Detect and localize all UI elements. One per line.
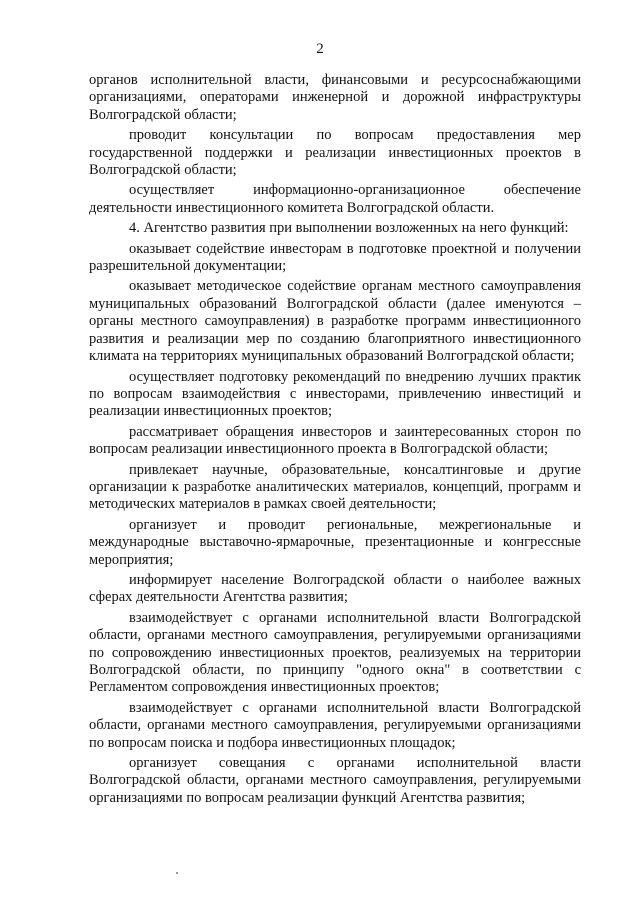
paragraph-methodical-assistance: оказывает методическое содействие органам местного самоуправления муниципальных образований Волгоградской области (далее именуются – органы местного самоуправления) в разработке программ инвестиционного развития и реализации мер по созданию благоприятного инвестиционного климата на территориях муниципальных образований Волгоградской области; xyxy=(89,278,581,365)
paragraph-best-practices: осуществляет подготовку рекомендаций по внедрению лучших практик по вопросам взаимодействия с инвесторами, привлечению инвестиций и реализации инвестиционных проектов; xyxy=(89,368,581,420)
paragraph-engages-organizations: привлекает научные, образовательные, консалтинговые и другие организации к разработке аналитических материалов, концепций, программ и методических материалов в рамках своей деятельности; xyxy=(89,461,581,513)
paragraph-appeals: рассматривает обращения инвесторов и заинтересованных сторон по вопросам реализации инвестиционного проекта в Волгоградской области; xyxy=(89,423,581,458)
paragraph-investor-assistance: оказывает содействие инвесторам в подготовке проектной и получении разрешительной документации; xyxy=(89,240,581,275)
paragraph-one-window: взаимодействует с органами исполнительной власти Волгоградской области, органами местного самоуправления, регулируемыми организациями по сопровождению инвестиционных проектов, реализуемых на территории Волгоградской области, по принципу "одного окна" в соответствии с Регламентом сопровождения инвестиционных проектов; xyxy=(89,609,581,696)
paragraph-meetings: организует совещания с органами исполнительной власти Волгоградской области, органами местного самоуправления, регулируемыми организациями по вопросам реализации функций Агентства развития; xyxy=(89,755,581,806)
scan-speck xyxy=(176,872,178,874)
paragraph-continuation: органов исполнительной власти, финансовыми и ресурсоснабжающими организациями, операторами инженерной и дорожной инфраструктуры Волгоградской области; xyxy=(89,72,581,123)
paragraph-info-support: осуществляет информационно-организационное обеспечение деятельности инвестиционного комитета Волгоградской области. xyxy=(89,182,581,216)
document-body xyxy=(89,72,581,810)
paragraph-informs-population: информирует население Волгоградской области о наиболее важных сферах деятельности Агентства развития; xyxy=(89,571,581,606)
paragraph-section-4: 4. Агентство развития при выполнении возложенных на него функций: xyxy=(129,220,569,237)
paragraph-exhibitions: организует и проводит региональные, межрегиональные и международные выставочно-ярмарочные, презентационные и конгрессные мероприятия; xyxy=(89,516,581,568)
page-number: 2 xyxy=(316,41,324,57)
paragraph-consultations: проводит консультации по вопросам предоставления мер государственной поддержки и реализации инвестиционных проектов в Волгоградской области; xyxy=(89,127,581,179)
paragraph-investment-sites: взаимодействует с органами исполнительной власти Волгоградской области, органами местного самоуправления, регулируемыми организациями по вопросам поиска и подбора инвестиционных площадок; xyxy=(89,699,581,751)
